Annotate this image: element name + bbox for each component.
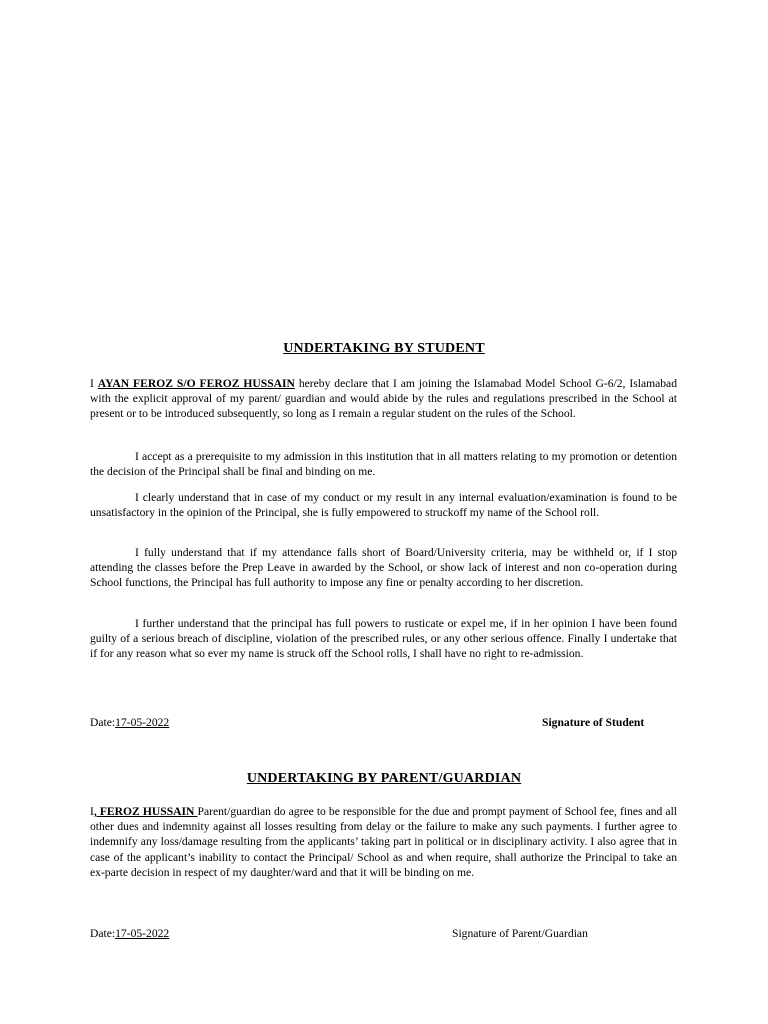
parent-paragraph-agreement [90,804,677,880]
student-paragraph-admission: I accept as a prerequisite to my admission in this institution that in all matters relating to my promotion or detention the decision of the Principal shall be final and binding on me. [90,450,677,479]
student-paragraph-conduct: I clearly understand that in case of my conduct or my result in any internal evaluation/examination is found to be unsatisfactory in the opinion of the Principal, she is fully empowered to struckoff my name of the School roll. [90,491,677,520]
parent-date-label: Date: [90,927,116,940]
parent-undertaking-title: UNDERTAKING BY PARENT/GUARDIAN [246,771,522,786]
student-date-value: 17-05-2022 [115,716,170,729]
parent-date-value: 17-05-2022 [115,927,170,940]
parent-date [90,926,169,941]
student-date-label: Date: [90,716,116,729]
parent-signature-label: Signature of Parent/Guardian [452,927,588,940]
student-paragraph-attendance: I fully understand that if my attendance falls short of Board/University criteria, may be withheld or, if I stop attending the classes before the Prep Leave in awarded by the School, or show lack of interest and non co-operation during School functions, the Principal has full authority to impose any fine or penalty according to her discretion. [90,546,677,590]
student-signature-label: Signature of Student [542,716,645,729]
student-paragraph-discipline: I further understand that the principal has full powers to rusticate or expel me, if in her opinion I have been found guilty of a serious breach of discipline, violation of the prescribed rules, or any other serious offence. Finally I undertake that if for any reason what so ever my name is struck off the School rolls, I shall have no right to re-admission. [90,617,677,661]
student-date [90,715,169,730]
parent-name: , FEROZ HUSSAIN [93,805,198,818]
parent-prefix: I [90,805,94,818]
student-undertaking-title: UNDERTAKING BY STUDENT [283,341,485,356]
student-name: AYAN FEROZ S/O FEROZ HUSSAIN [97,377,295,390]
parent-agreement-text: Parent/guardian do agree to be responsible for the due and prompt payment of School fee, fines and all other dues and indemnity against all losses resulting from delay or the failure to make any such payments. I further agree to indemnify any loss/damage resulting from the applicants’ taking part in political or in disciplinary activity. I also agree that in case of the applicant’s inability to contact the Principal/ School as and when require, shall authorize the Principal to take an ex-parte decision in respect of my daughter/ward and that it will be binding on me. [90,805,678,879]
declaration-prefix: I [90,377,98,390]
declaration-text: hereby declare that I am joining the Islamabad Model School G-6/2, Islamabad with the explicit approval of my parent/ guardian and would abide by the rules and regulations prescribed in the School at present or to be introduced subsequently, so long as I remain a regular student on the rules of the School. [90,377,678,421]
student-paragraph-declaration [90,376,677,422]
